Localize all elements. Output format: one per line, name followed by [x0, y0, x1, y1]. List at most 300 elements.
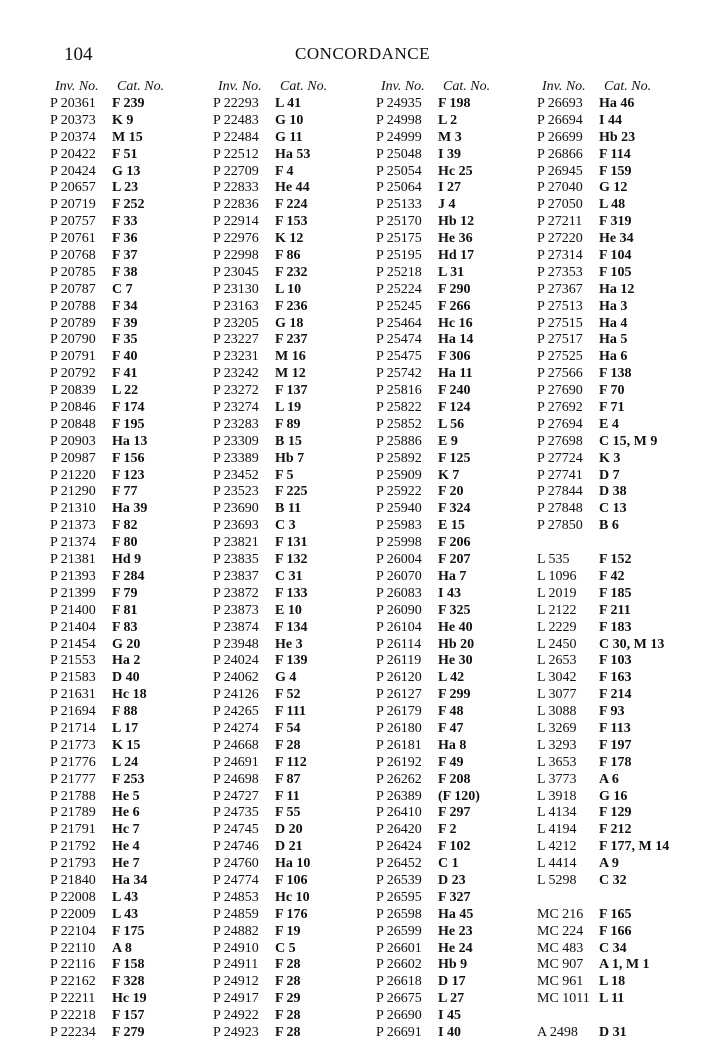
- concordance-row: [50, 721, 220, 738]
- concordance-row: [213, 180, 383, 197]
- catalogue-number: F 165: [599, 906, 632, 922]
- inventory-number: P 21400: [50, 602, 96, 618]
- inventory-number: MC 907: [537, 957, 584, 973]
- concordance-row: [50, 349, 220, 366]
- catalogue-number: F 79: [112, 585, 138, 601]
- catalogue-number: F 111: [275, 704, 306, 720]
- concordance-row: [213, 366, 383, 383]
- inventory-number: P 21393: [50, 568, 96, 584]
- catalogue-number: F 33: [112, 214, 138, 230]
- inventory-number: P 20788: [50, 298, 96, 314]
- inventory-number: P 22234: [50, 1024, 96, 1040]
- concordance-row: [537, 805, 707, 822]
- concordance-row: [50, 569, 220, 586]
- inventory-number: P 26691: [376, 1024, 422, 1040]
- concordance-row: [376, 214, 546, 231]
- catalogue-number: Ha 39: [112, 501, 148, 517]
- catalogue-number: I 39: [438, 146, 461, 162]
- concordance-row: [537, 890, 707, 907]
- concordance-row: [50, 113, 220, 130]
- concordance-row: [376, 653, 546, 670]
- inventory-number: P 22218: [50, 1008, 96, 1024]
- inventory-number: P 20792: [50, 366, 96, 382]
- concordance-row: [376, 839, 546, 856]
- concordance-row: [376, 400, 546, 417]
- concordance-row: [537, 164, 707, 181]
- inventory-number: P 23835: [213, 552, 259, 568]
- catalogue-number: Hc 10: [275, 889, 310, 905]
- catalogue-number: M 12: [275, 366, 306, 382]
- catalogue-number: C 31: [275, 568, 303, 584]
- inventory-number: P 21776: [50, 754, 96, 770]
- catalogue-number: F 93: [599, 704, 625, 720]
- catalogue-number: F 28: [275, 737, 301, 753]
- concordance-row: [213, 738, 383, 755]
- inventory-number: P 24668: [213, 737, 259, 753]
- concordance-row: [213, 789, 383, 806]
- catalogue-number: F 183: [599, 619, 632, 635]
- inventory-number: P 21694: [50, 704, 96, 720]
- catalogue-number: F 87: [275, 771, 301, 787]
- inventory-number: P 24774: [213, 872, 259, 888]
- catalogue-number: C 13: [599, 501, 627, 517]
- inventory-number: P 25245: [376, 298, 422, 314]
- inventory-number: P 24126: [213, 687, 259, 703]
- concordance-row: [50, 873, 220, 890]
- inventory-number: P 27850: [537, 518, 583, 534]
- inventory-number: P 22211: [50, 991, 96, 1007]
- concordance-row: [213, 518, 383, 535]
- catalogue-number: M 16: [275, 349, 306, 365]
- concordance-row: [376, 974, 546, 991]
- inventory-number: P 24859: [213, 906, 259, 922]
- inventory-number: P 27694: [537, 416, 583, 432]
- concordance-row: [213, 637, 383, 654]
- inventory-number: P 26179: [376, 704, 422, 720]
- inventory-number: P 24691: [213, 754, 259, 770]
- inventory-number: P 26618: [376, 974, 422, 990]
- concordance-row: [376, 484, 546, 501]
- catalogue-number: G 4: [275, 670, 297, 686]
- catalogue-number: F 327: [438, 889, 471, 905]
- concordance-row: [537, 147, 707, 164]
- inventory-number: P 24698: [213, 771, 259, 787]
- catalogue-number: F 129: [599, 805, 632, 821]
- inventory-number: P 21792: [50, 839, 96, 855]
- catalogue-number: Hb 7: [275, 450, 305, 466]
- concordance-row: [213, 316, 383, 333]
- catalogue-number: L 23: [112, 180, 139, 196]
- catalogue-number: F 83: [112, 619, 138, 635]
- inventory-number: L 3088: [537, 704, 577, 720]
- concordance-row: [537, 366, 707, 383]
- inventory-number: P 21399: [50, 585, 96, 601]
- inventory-number: P 25909: [376, 467, 422, 483]
- catalogue-number: F 123: [112, 467, 145, 483]
- concordance-row: [213, 856, 383, 873]
- catalogue-number: F 178: [599, 754, 632, 770]
- concordance-row: [537, 789, 707, 806]
- catalogue-number: F 236: [275, 298, 308, 314]
- catalogue-number: F 20: [438, 484, 464, 500]
- catalogue-number: G 20: [112, 636, 141, 652]
- inventory-number: L 4414: [537, 856, 577, 872]
- concordance-row: [537, 417, 707, 434]
- inventory-number: P 22976: [213, 231, 259, 247]
- concordance-row: [50, 670, 220, 687]
- inventory-number: L 3918: [537, 788, 577, 804]
- inventory-number: P 24853: [213, 889, 259, 905]
- concordance-row: [537, 755, 707, 772]
- catalogue-number: G 13: [112, 163, 141, 179]
- cat-no-header: Cat. No.: [280, 79, 328, 94]
- inventory-number: P 23309: [213, 433, 259, 449]
- concordance-row: [537, 316, 707, 333]
- catalogue-number: Ha 11: [438, 366, 473, 382]
- concordance-row: [376, 620, 546, 637]
- inventory-number: P 20768: [50, 248, 96, 264]
- concordance-row: [537, 130, 707, 147]
- inventory-number: P 26452: [376, 856, 422, 872]
- concordance-row: [537, 941, 707, 958]
- catalogue-number: F 290: [438, 281, 471, 297]
- concordance-row: [376, 518, 546, 535]
- concordance-column-2: [213, 79, 383, 1042]
- catalogue-number: F 77: [112, 484, 138, 500]
- catalogue-number: F 195: [112, 416, 145, 432]
- inventory-number: P 25816: [376, 383, 422, 399]
- catalogue-number: F 208: [438, 771, 471, 787]
- concordance-row: [50, 231, 220, 248]
- inventory-number: P 23873: [213, 602, 259, 618]
- concordance-row: [50, 856, 220, 873]
- concordance-row: [213, 991, 383, 1008]
- inventory-number: P 26262: [376, 771, 422, 787]
- catalogue-number: He 40: [438, 619, 473, 635]
- concordance-row: [50, 130, 220, 147]
- catalogue-number: F 206: [438, 535, 471, 551]
- concordance-row: [537, 991, 707, 1008]
- catalogue-number: D 21: [275, 839, 303, 855]
- catalogue-number: Hc 19: [112, 991, 147, 1007]
- catalogue-number: Ha 53: [275, 146, 311, 162]
- concordance-row: [50, 282, 220, 299]
- catalogue-number: F 137: [275, 383, 308, 399]
- catalogue-number: L 56: [438, 416, 465, 432]
- inventory-number: P 26192: [376, 754, 422, 770]
- concordance-row: [50, 164, 220, 181]
- concordance-row: [537, 180, 707, 197]
- concordance-row: [376, 755, 546, 772]
- catalogue-number: D 17: [438, 974, 466, 990]
- concordance-row: [376, 603, 546, 620]
- concordance-row: [213, 197, 383, 214]
- inventory-number: P 26104: [376, 619, 422, 635]
- catalogue-number: F 158: [112, 957, 145, 973]
- catalogue-number: K 9: [112, 112, 134, 128]
- inventory-number: P 23231: [213, 349, 259, 365]
- inventory-number: P 22484: [213, 129, 259, 145]
- inventory-number: P 24935: [376, 96, 422, 111]
- concordance-row: [376, 957, 546, 974]
- catalogue-number: F 225: [275, 484, 308, 500]
- inventory-number: P 26114: [376, 636, 422, 652]
- concordance-row: [376, 501, 546, 518]
- inventory-number: P 26599: [376, 923, 422, 939]
- concordance-row: [537, 451, 707, 468]
- inventory-number: P 27690: [537, 383, 583, 399]
- concordance-row: [537, 1025, 707, 1042]
- catalogue-number: G 10: [275, 112, 304, 128]
- inventory-number: P 26694: [537, 112, 583, 128]
- inventory-number: P 25940: [376, 501, 422, 517]
- catalogue-number: I 43: [438, 585, 461, 601]
- catalogue-number: F 38: [112, 264, 138, 280]
- catalogue-number: Hb 9: [438, 957, 468, 973]
- inventory-number: P 21553: [50, 653, 96, 669]
- catalogue-number: F 324: [438, 501, 471, 517]
- concordance-row: [376, 856, 546, 873]
- inventory-number: P 26602: [376, 957, 422, 973]
- inventory-number: P 22483: [213, 112, 259, 128]
- concordance-row: [213, 755, 383, 772]
- concordance-row: [213, 907, 383, 924]
- inventory-number: P 27741: [537, 467, 583, 483]
- catalogue-number: F 82: [112, 518, 138, 534]
- catalogue-number: Hb 23: [599, 129, 636, 145]
- column-header: [376, 79, 546, 95]
- inventory-number: P 20422: [50, 146, 96, 162]
- inventory-number: P 20846: [50, 400, 96, 416]
- inventory-number: P 25064: [376, 180, 422, 196]
- concordance-row: [537, 670, 707, 687]
- inventory-number: P 26090: [376, 602, 422, 618]
- inventory-number: P 27353: [537, 264, 583, 280]
- concordance-row: [537, 349, 707, 366]
- concordance-column-4: [537, 79, 707, 1042]
- concordance-row: [376, 1025, 546, 1042]
- inventory-number: L 2229: [537, 619, 577, 635]
- catalogue-number: L 11: [599, 991, 625, 1007]
- catalogue-number: K 12: [275, 231, 304, 247]
- concordance-row: [213, 620, 383, 637]
- concordance-row: [376, 113, 546, 130]
- catalogue-number: Hc 7: [112, 822, 140, 838]
- catalogue-number: F 81: [112, 602, 138, 618]
- inventory-number: P 26699: [537, 129, 583, 145]
- catalogue-number: F 5: [275, 467, 294, 483]
- catalogue-number: E 15: [438, 518, 465, 534]
- catalogue-number: F 132: [275, 552, 308, 568]
- inventory-number: P 23948: [213, 636, 259, 652]
- inventory-number: MC 216: [537, 906, 584, 922]
- catalogue-number: F 54: [275, 720, 301, 736]
- catalogue-number: F 237: [275, 332, 308, 348]
- concordance-row: [50, 316, 220, 333]
- concordance-row: [376, 670, 546, 687]
- inventory-number: P 23389: [213, 450, 259, 466]
- catalogue-number: Ha 12: [599, 281, 635, 297]
- catalogue-number: F 134: [275, 619, 308, 635]
- concordance-row: [537, 873, 707, 890]
- catalogue-number: B 11: [275, 501, 302, 517]
- concordance-row: [537, 907, 707, 924]
- cat-no-header: Cat. No.: [604, 79, 652, 94]
- inventory-number: P 23690: [213, 501, 259, 517]
- catalogue-number: F 211: [599, 602, 631, 618]
- concordance-row: [50, 484, 220, 501]
- catalogue-number: F 153: [275, 214, 308, 230]
- inventory-number: P 22008: [50, 889, 96, 905]
- inv-no-header: Inv. No.: [542, 79, 586, 94]
- inventory-number: P 25922: [376, 484, 422, 500]
- catalogue-number: Ha 10: [275, 856, 311, 872]
- catalogue-number: Hc 16: [438, 315, 473, 331]
- catalogue-number: M 15: [112, 129, 143, 145]
- catalogue-number: F 133: [275, 585, 308, 601]
- catalogue-number: Hb 12: [438, 214, 475, 230]
- catalogue-number: F 86: [275, 248, 301, 264]
- catalogue-number: F 185: [599, 585, 632, 601]
- inventory-number: L 4194: [537, 822, 577, 838]
- catalogue-number: G 16: [599, 788, 628, 804]
- inventory-number: P 22914: [213, 214, 259, 230]
- catalogue-number: He 24: [438, 940, 473, 956]
- catalogue-number: D 38: [599, 484, 627, 500]
- inventory-number: P 20757: [50, 214, 96, 230]
- concordance-row: [537, 535, 707, 552]
- catalogue-number: F 47: [438, 720, 464, 736]
- catalogue-number: F 253: [112, 771, 145, 787]
- catalogue-number: Ha 6: [599, 349, 628, 365]
- catalogue-number: He 36: [438, 231, 473, 247]
- concordance-row: [537, 552, 707, 569]
- inventory-number: P 26693: [537, 96, 583, 111]
- inv-no-header: Inv. No.: [55, 79, 99, 94]
- inventory-number: P 23452: [213, 467, 259, 483]
- inventory-number: P 23821: [213, 535, 259, 551]
- catalogue-number: F 103: [599, 653, 632, 669]
- inventory-number: P 25474: [376, 332, 422, 348]
- concordance-column-1: [50, 79, 220, 1042]
- concordance-row: [537, 282, 707, 299]
- catalogue-number: F 212: [599, 822, 632, 838]
- inventory-number: P 26180: [376, 720, 422, 736]
- catalogue-number: C 30, M 13: [599, 636, 665, 652]
- catalogue-number: He 4: [112, 839, 140, 855]
- concordance-row: [376, 805, 546, 822]
- concordance-row: [50, 772, 220, 789]
- catalogue-number: B 6: [599, 518, 619, 534]
- inventory-number: P 24910: [213, 940, 259, 956]
- concordance-row: [537, 856, 707, 873]
- catalogue-number: F 232: [275, 264, 308, 280]
- concordance-row: [213, 822, 383, 839]
- concordance-row: [213, 282, 383, 299]
- inventory-number: P 23045: [213, 264, 259, 280]
- inventory-number: P 26120: [376, 670, 422, 686]
- catalogue-number: F 51: [112, 146, 138, 162]
- inventory-number: P 23163: [213, 298, 259, 314]
- catalogue-number: F 319: [599, 214, 632, 230]
- concordance-row: [213, 552, 383, 569]
- inventory-number: P 24274: [213, 720, 259, 736]
- inventory-number: P 21454: [50, 636, 96, 652]
- concordance-row: [213, 890, 383, 907]
- concordance-row: [537, 620, 707, 637]
- catalogue-number: I 27: [438, 180, 461, 196]
- concordance-row: [537, 569, 707, 586]
- inventory-number: P 22836: [213, 197, 259, 213]
- catalogue-number: L 31: [438, 264, 465, 280]
- concordance-row: [376, 164, 546, 181]
- catalogue-number: I 44: [599, 112, 622, 128]
- concordance-row: [376, 383, 546, 400]
- concordance-row: [50, 637, 220, 654]
- inventory-number: P 27724: [537, 450, 583, 466]
- catalogue-number: (F 120): [438, 788, 480, 804]
- concordance-row: [50, 704, 220, 721]
- concordance-row: [213, 451, 383, 468]
- inv-no-header: Inv. No.: [218, 79, 262, 94]
- catalogue-number: C 34: [599, 940, 627, 956]
- concordance-row: [376, 316, 546, 333]
- concordance-row: [376, 96, 546, 113]
- catalogue-number: F 166: [599, 923, 632, 939]
- catalogue-number: F 131: [275, 535, 308, 551]
- inventory-number: P 25822: [376, 400, 422, 416]
- concordance-row: [50, 1025, 220, 1042]
- catalogue-number: C 15, M 9: [599, 433, 658, 449]
- catalogue-number: L 19: [275, 400, 302, 416]
- concordance-row: [537, 653, 707, 670]
- concordance-row: [50, 434, 220, 451]
- catalogue-number: F 113: [599, 720, 631, 736]
- inventory-number: P 26598: [376, 906, 422, 922]
- inventory-number: P 21793: [50, 856, 96, 872]
- catalogue-number: F 104: [599, 248, 632, 264]
- concordance-row: [376, 299, 546, 316]
- inventory-number: P 24024: [213, 653, 259, 669]
- inventory-number: P 21583: [50, 670, 96, 686]
- inventory-number: P 20761: [50, 231, 96, 247]
- catalogue-number: F 299: [438, 687, 471, 703]
- inventory-number: P 22116: [50, 957, 96, 973]
- concordance-row: [537, 518, 707, 535]
- catalogue-number: F 37: [112, 248, 138, 264]
- catalogue-number: F 105: [599, 264, 632, 280]
- catalogue-number: L 42: [438, 670, 465, 686]
- inventory-number: P 25048: [376, 146, 422, 162]
- catalogue-number: F 49: [438, 754, 464, 770]
- inventory-number: P 25475: [376, 349, 422, 365]
- catalogue-number: F 325: [438, 602, 471, 618]
- catalogue-number: F 42: [599, 568, 625, 584]
- inventory-number: P 26690: [376, 1008, 422, 1024]
- catalogue-number: F 207: [438, 552, 471, 568]
- concordance-row: [213, 484, 383, 501]
- concordance-row: [213, 164, 383, 181]
- column-header: [213, 79, 383, 95]
- inventory-number: P 27698: [537, 433, 583, 449]
- catalogue-number: A 8: [112, 940, 132, 956]
- inventory-number: P 21714: [50, 720, 96, 736]
- concordance-row: [50, 822, 220, 839]
- inventory-number: P 23837: [213, 568, 259, 584]
- concordance-row: [50, 332, 220, 349]
- inventory-number: L 2653: [537, 653, 577, 669]
- concordance-row: [376, 231, 546, 248]
